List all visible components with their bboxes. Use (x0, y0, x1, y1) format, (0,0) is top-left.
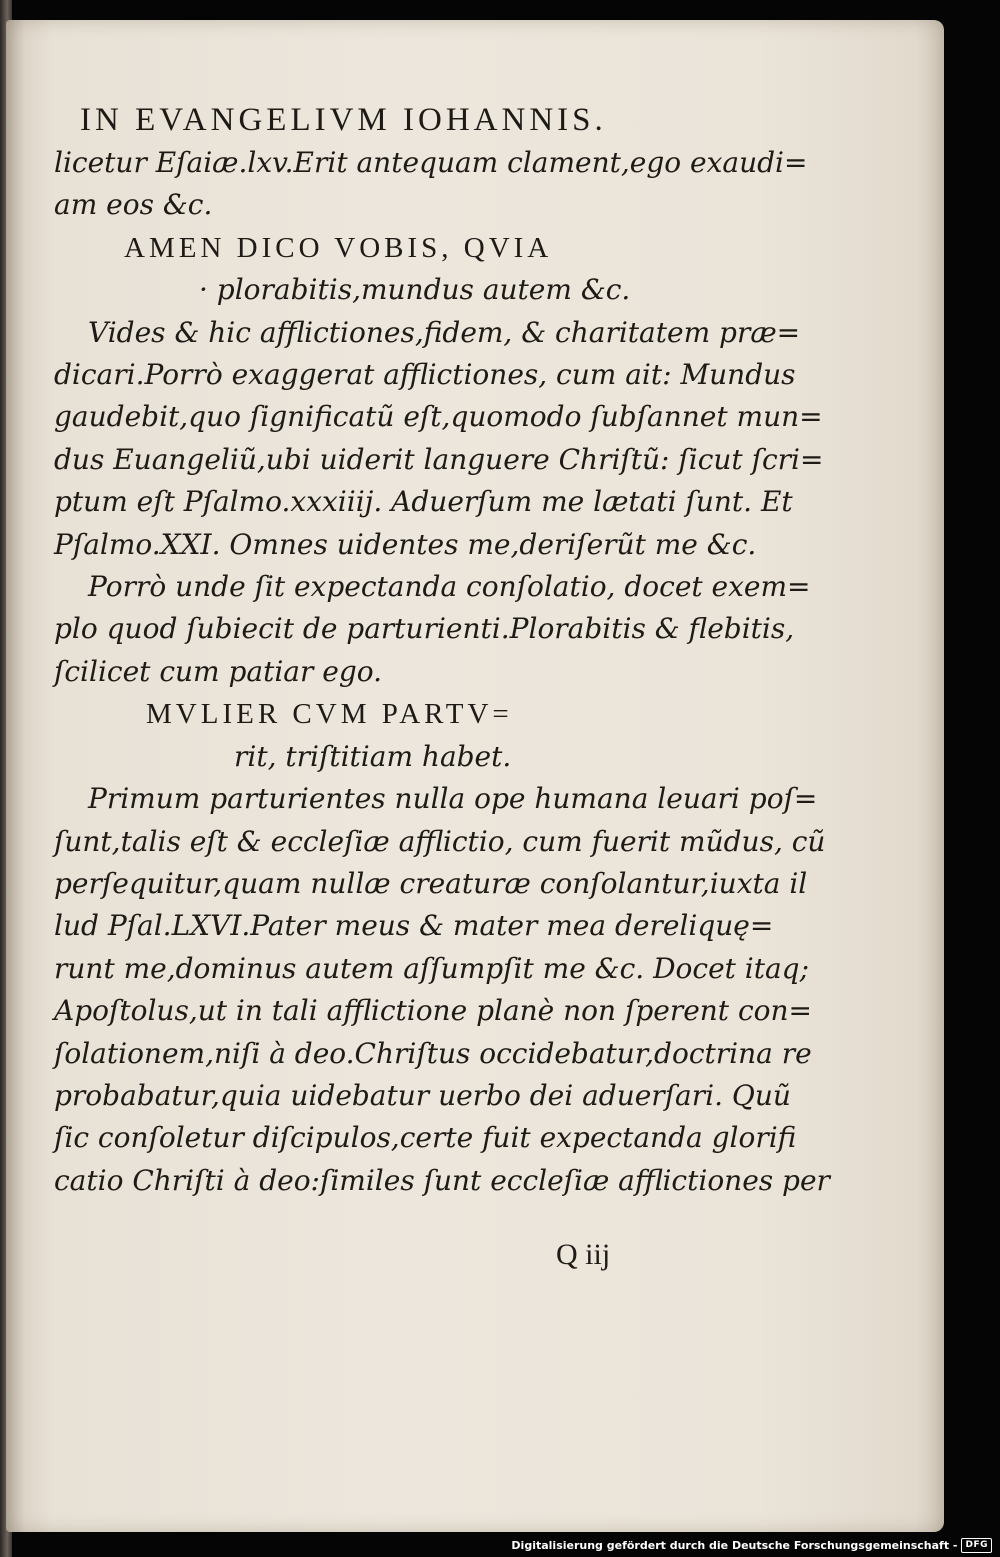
page-text (54, 98, 830, 1202)
text-line: ptum eſt Pſalmo.xxxiiij. Aduerſum me lætati ſunt. Et (54, 485, 793, 519)
text-line: Vides & hic afflictiones,fidem, & charitatem præ= (88, 315, 801, 349)
book-page (6, 20, 944, 1532)
text-line: dicari.Porrò exaggerat afflictiones, cum ait: Mundus (54, 358, 796, 392)
text-lines (54, 142, 830, 1202)
text-line: perſequitur,quam nullæ creaturæ conſolantur,iuxta il (54, 866, 808, 900)
text-line: ſolationem,niſi à deo.Chriſtus occidebatur,doctrina re (54, 1036, 812, 1070)
signature-mark: Q iij (556, 1238, 611, 1271)
text-line: ſunt,talis eſt & eccleſiæ afflictio, cum fuerit mũdus, cũ (54, 824, 826, 858)
text-line: catio Chriſti à deo:ſimiles ſunt eccleſiæ afflictiones per (54, 1163, 830, 1197)
section-heading-line: AMEN DICO VOBIS, QVIA (124, 231, 553, 264)
funding-text: Digitalisierung gefördert durch die Deutsche Forschungsgemeinschaft - (511, 1538, 958, 1552)
text-line: Primum parturientes nulla ope humana leuari poſ= (88, 782, 818, 816)
text-line: dus Euangeliũ,ubi uiderit languere Chriſtũ: ſicut ſcri= (54, 442, 824, 476)
text-line: plo quod ſubiecit de parturienti.Plorabitis & flebitis, (54, 612, 795, 646)
section-heading-line: MVLIER CVM PARTV= (146, 698, 513, 731)
funding-footer (511, 1536, 992, 1554)
section-heading-line: rit, triſtitiam habet. (234, 739, 512, 773)
text-line: Pſalmo.XXI. Omnes uidentes me,deriſerũt me &c. (54, 527, 757, 561)
text-line: probabatur,quia uidebatur uerbo dei aduerſari. Quũ (54, 1078, 791, 1112)
text-line: gaudebit,quo ſignificatũ eſt,quomodo ſubſannet mun= (54, 400, 823, 434)
text-line: runt me,dominus autem aſſumpſit me &c. Docet itaq; (54, 951, 810, 985)
text-line: am eos &c. (54, 188, 213, 222)
text-line: licetur Eſaiæ.lxv.Erit antequam clament,ego exaudi= (54, 146, 808, 179)
dfg-logo-icon: DFG (961, 1538, 992, 1553)
text-line: Porrò unde ſit expectanda conſolatio, docet exem= (88, 570, 811, 604)
text-line: lud Pſal.LXVI.Pater meus & mater mea dereliquę= (54, 909, 774, 943)
section-heading-line: · plorabitis,mundus autem &c. (199, 273, 631, 307)
running-head: IN EVANGELIVM IOHANNIS. (80, 102, 607, 138)
text-line: Apoſtolus,ut in tali afflictione planè non ſperent con= (54, 994, 812, 1028)
text-line: ſic conſoletur diſcipulos,certe fuit expectanda glorifi (54, 1121, 797, 1155)
text-line: ſcilicet cum patiar ego. (54, 654, 383, 688)
